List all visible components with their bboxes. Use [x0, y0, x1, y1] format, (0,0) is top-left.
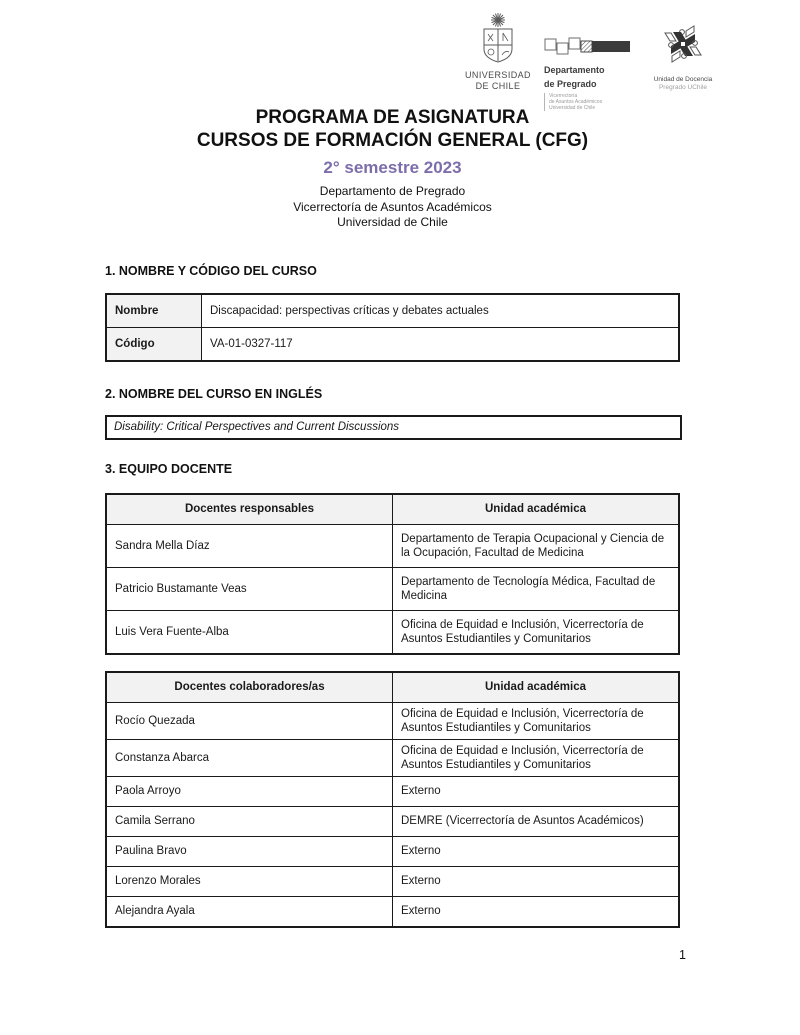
- table1-col2-header: Unidad académica: [393, 494, 680, 525]
- pregrado-logo-sub3: Universidad de Chile: [549, 105, 596, 111]
- course-name-label: Nombre: [106, 294, 202, 328]
- teacher-unit: Oficina de Equidad e Inclusión, Vicerrectoría de Asuntos Estudiantiles y Comunitarios: [393, 610, 680, 654]
- document-title-line2: CURSOS DE FORMACIÓN GENERAL (CFG): [196, 130, 589, 151]
- teacher-name: Sandra Mella Díaz: [106, 524, 393, 567]
- table2-col1-header: Docentes colaboradores/as: [106, 672, 393, 703]
- subtitle-line2: Vicerrectoría de Asuntos Académicos: [293, 199, 492, 214]
- subtitle-line1: Departamento de Pregrado: [319, 184, 466, 198]
- teacher-unit: Departamento de Terapia Ocupacional y Ciencia de la Ocupación, Facultad de Medicina: [393, 524, 680, 567]
- table-header-row: [106, 672, 679, 703]
- course-name-code-table: [105, 293, 680, 362]
- teacher-name: Rocío Quezada: [106, 702, 393, 739]
- table-row: [106, 567, 679, 610]
- course-name-value: Discapacidad: perspectivas críticas y debates actuales: [202, 294, 680, 328]
- pregrado-logo-title-line2: de Pregrado: [544, 79, 597, 89]
- department-subtitle-block: [105, 184, 680, 231]
- responsible-teachers-table: [105, 493, 680, 655]
- document-title-line1: PROGRAMA DE ASIGNATURA: [255, 107, 530, 128]
- pregrado-logo-sub2: de Asuntos Académicos: [549, 99, 603, 105]
- udoc-logo-text-line2: Pregrado UChile: [658, 84, 708, 91]
- pregrado-squares-icon: [544, 36, 632, 61]
- teacher-name: Luis Vera Fuente-Alba: [106, 610, 393, 654]
- teacher-unit: Oficina de Equidad e Inclusión, Vicerrectoría de Asuntos Estudiantiles y Comunitarios: [393, 702, 680, 739]
- table2-col2-header: Unidad académica: [393, 672, 680, 703]
- header-logos: [456, 12, 726, 111]
- teacher-unit: Externo: [393, 866, 680, 896]
- table-row: [106, 836, 679, 866]
- pregrado-logo-subtext: [544, 93, 602, 111]
- teacher-unit: Externo: [393, 776, 680, 806]
- teacher-unit: Oficina de Equidad e Inclusión, Vicerrectoría de Asuntos Estudiantiles y Comunitarios: [393, 739, 680, 776]
- table-row: [106, 896, 679, 927]
- teacher-name: Lorenzo Morales: [106, 866, 393, 896]
- table-row: [106, 294, 679, 328]
- table1-col1-header: Docentes responsables: [106, 494, 393, 525]
- teacher-name: Camila Serrano: [106, 806, 393, 836]
- page-number: 1: [679, 948, 686, 962]
- teacher-name: Patricio Bustamante Veas: [106, 567, 393, 610]
- uchile-crest-icon: [478, 12, 518, 69]
- teacher-unit: Externo: [393, 896, 680, 927]
- course-code-label: Código: [106, 327, 202, 361]
- section1-heading: 1. NOMBRE Y CÓDIGO DEL CURSO: [105, 263, 317, 278]
- udoc-pinwheel-icon: [657, 20, 709, 73]
- table-row: [106, 866, 679, 896]
- section3-heading: 3. EQUIPO DOCENTE: [105, 461, 233, 476]
- table-row: [106, 327, 679, 361]
- teacher-name: Constanza Abarca: [106, 739, 393, 776]
- udoc-logo-text-line1: Unidad de Docencia: [653, 76, 713, 83]
- unidad-docencia-logo: [640, 12, 726, 92]
- subtitle-line3: Universidad de Chile: [337, 215, 448, 229]
- course-code-value: VA-01-0327-117: [202, 327, 680, 361]
- uchile-logo-text-line1: UNIVERSIDAD: [465, 70, 531, 80]
- departamento-pregrado-logo: [544, 12, 636, 111]
- uchile-logo-text-line2: DE CHILE: [475, 81, 521, 91]
- english-course-name-box: Disability: Critical Perspectives and Current Discussions: [105, 415, 682, 440]
- table-header-row: [106, 494, 679, 525]
- pregrado-logo-title-line1: Departamento: [544, 65, 605, 75]
- teacher-name: Paulina Bravo: [106, 836, 393, 866]
- teacher-unit: Externo: [393, 836, 680, 866]
- table-row: [106, 702, 679, 739]
- teacher-name: Paola Arroyo: [106, 776, 393, 806]
- table-row: [106, 739, 679, 776]
- table-row: [106, 806, 679, 836]
- semester-subtitle: 2° semestre 2023: [323, 158, 462, 177]
- table-row: [106, 776, 679, 806]
- table-row: [106, 610, 679, 654]
- universidad-de-chile-logo: [456, 12, 540, 91]
- collaborating-teachers-table: [105, 671, 680, 928]
- section2-heading: 2. NOMBRE DEL CURSO EN INGLÉS: [105, 386, 323, 401]
- table-row: [106, 524, 679, 567]
- pregrado-logo-sub1: Vicerrectoría: [549, 93, 578, 99]
- teacher-name: Alejandra Ayala: [106, 896, 393, 927]
- teacher-unit: Departamento de Tecnología Médica, Facultad de Medicina: [393, 567, 680, 610]
- teacher-unit: DEMRE (Vicerrectoría de Asuntos Académicos): [393, 806, 680, 836]
